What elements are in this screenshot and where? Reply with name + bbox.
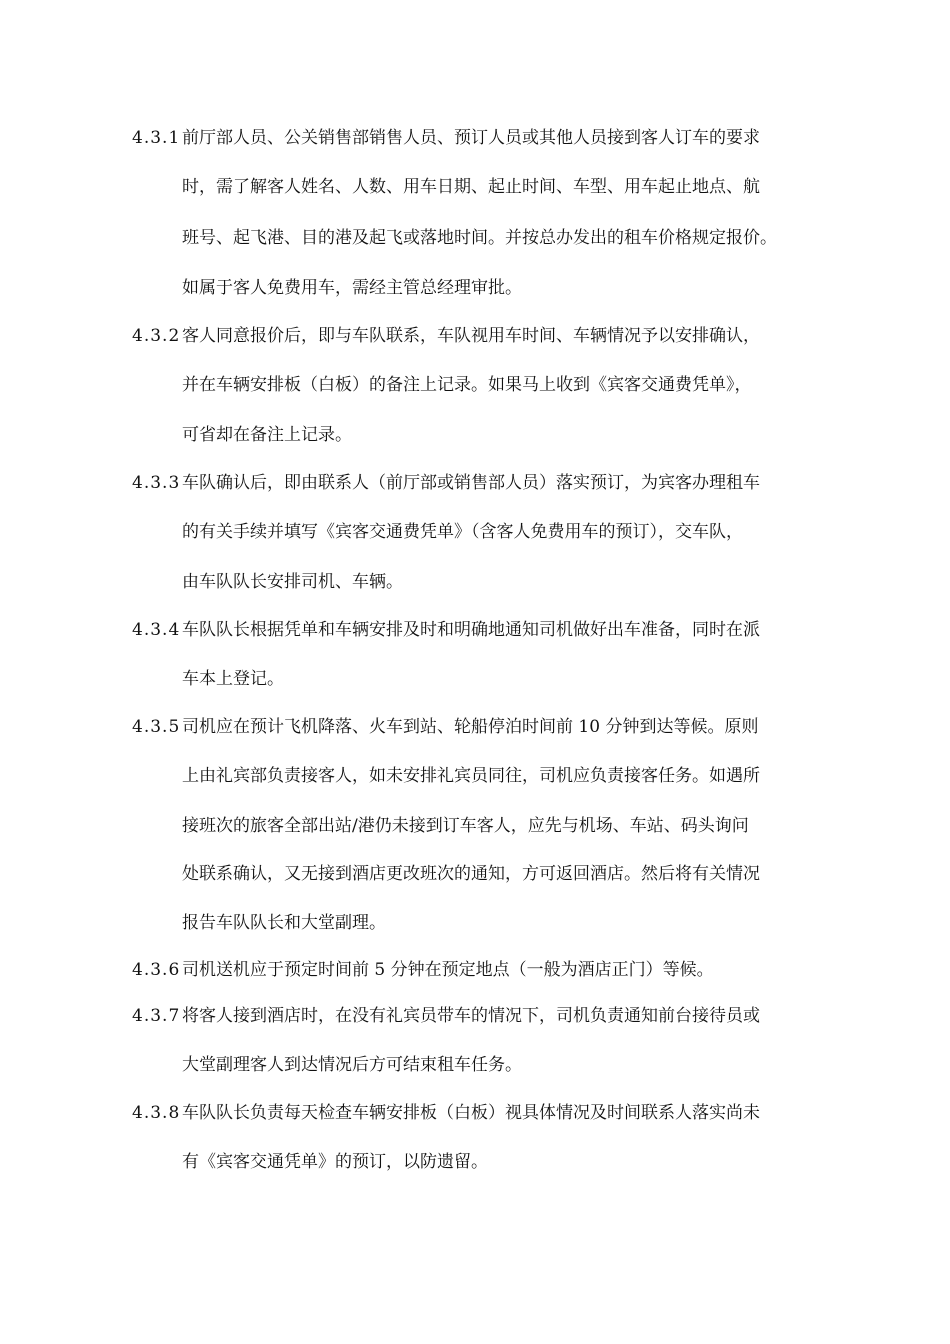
clause-text-line: 并在车辆安排板（白板）的备注上记录。如果马上收到《宾客交通费凭单》， xyxy=(182,375,752,395)
clause-text-line: 司机送机应于预定时间前 5 分钟在预定地点（一般为酒店正门）等候。 xyxy=(182,960,714,980)
clause-text-line: 大堂副理客人到达情况后方可结束租车任务。 xyxy=(182,1055,522,1075)
clause-number: 4.3.4 xyxy=(132,620,181,640)
clause-number: 4.3.7 xyxy=(132,1006,181,1026)
clause-text-line: 接班次的旅客全部出站/港仍未接到订车客人，应先与机场、车站、码头询问 xyxy=(182,816,749,836)
clause-number: 4.3.1 xyxy=(132,128,181,148)
clause-text-line: 前厅部人员、公关销售部销售人员、预订人员或其他人员接到客人订车的要求 xyxy=(182,128,760,148)
clause-text-line: 处联系确认，又无接到酒店更改班次的通知，方可返回酒店。然后将有关情况 xyxy=(182,864,760,884)
clause-text-line: 客人同意报价后，即与车队联系，车队视用车时间、车辆情况予以安排确认， xyxy=(182,326,760,346)
clause-number: 4.3.6 xyxy=(132,960,181,980)
clause-text-line: 的有关手续并填写《宾客交通费凭单》（含客人免费用车的预订），交车队， xyxy=(182,522,743,542)
clause-text-line: 班号、起飞港、目的港及起飞或落地时间。并按总办发出的租车价格规定报价。 xyxy=(182,228,777,248)
clause-text-line: 上由礼宾部负责接客人，如未安排礼宾员同往，司机应负责接客任务。如遇所 xyxy=(182,766,760,786)
clause-number: 4.3.3 xyxy=(132,473,181,493)
clause-number: 4.3.5 xyxy=(132,717,181,737)
clause-number: 4.3.2 xyxy=(132,326,181,346)
clause-text-line: 车队队长根据凭单和车辆安排及时和明确地通知司机做好出车准备，同时在派 xyxy=(182,620,760,640)
clause-text-line: 司机应在预计飞机降落、火车到站、轮船停泊时间前 10 分钟到达等候。原则 xyxy=(182,717,759,737)
clause-text-line: 有《宾客交通凭单》的预订，以防遗留。 xyxy=(182,1152,488,1172)
clause-text-line: 报告车队队长和大堂副理。 xyxy=(182,913,386,933)
clause-text-line: 可省却在备注上记录。 xyxy=(182,425,352,445)
clause-number: 4.3.8 xyxy=(132,1103,181,1123)
clause-text-line: 由车队队长安排司机、车辆。 xyxy=(182,572,403,592)
clause-text-line: 车本上登记。 xyxy=(182,669,284,689)
clause-text-line: 如属于客人免费用车，需经主管总经理审批。 xyxy=(182,278,522,298)
clause-text-line: 车队确认后，即由联系人（前厅部或销售部人员）落实预订，为宾客办理租车 xyxy=(182,473,760,493)
clause-text-line: 将客人接到酒店时，在没有礼宾员带车的情况下，司机负责通知前台接待员或 xyxy=(182,1006,760,1026)
clause-text-line: 时，需了解客人姓名、人数、用车日期、起止时间、车型、用车起止地点、航 xyxy=(182,177,760,197)
clause-text-line: 车队队长负责每天检查车辆安排板（白板）视具体情况及时间联系人落实尚未 xyxy=(182,1103,760,1123)
